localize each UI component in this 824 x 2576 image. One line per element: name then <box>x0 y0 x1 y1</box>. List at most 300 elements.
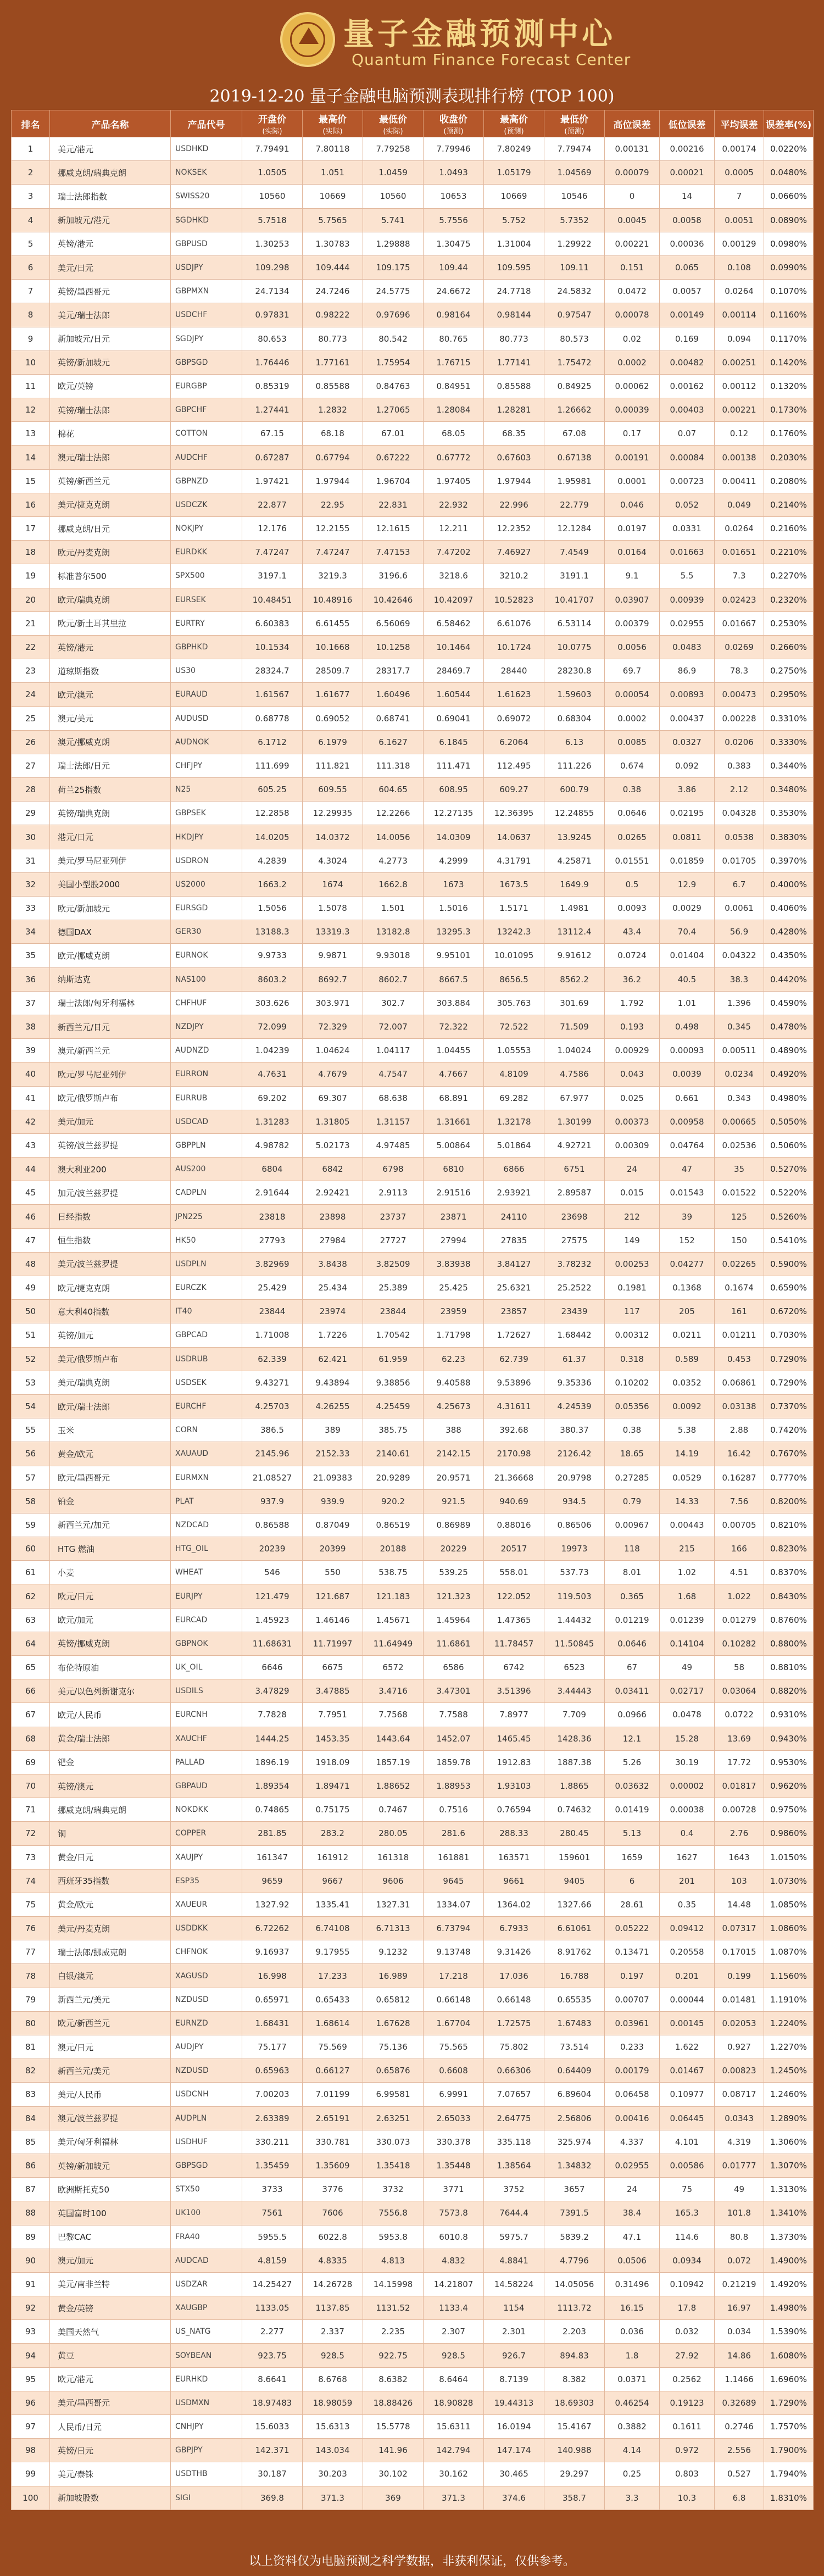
table-row <box>12 1964 814 1988</box>
table-cell: 29.297 <box>544 2462 605 2486</box>
table-cell: 0.00174 <box>715 137 764 161</box>
table-cell: 8.91762 <box>544 1940 605 1964</box>
table-cell: 美元/加元 <box>50 1110 171 1133</box>
table-cell: 20229 <box>424 1537 484 1561</box>
table-cell: XAUGBP <box>171 2296 242 2320</box>
table-cell: 0.0646 <box>605 802 660 825</box>
table-row <box>12 327 814 350</box>
table-cell: 0.0327 <box>660 730 715 754</box>
table-cell: 巴黎CAC <box>50 2225 171 2249</box>
table-cell: 305.763 <box>484 991 544 1015</box>
table-cell: 7.07657 <box>484 2083 544 2106</box>
table-cell: 0.17015 <box>715 1940 764 1964</box>
table-cell: 0.8200% <box>764 1489 814 1513</box>
table-cell: 0.674 <box>605 754 660 777</box>
table-cell: 1.59603 <box>544 683 605 706</box>
table-cell: 7.46927 <box>484 541 544 564</box>
table-cell: 9405 <box>544 1869 605 1893</box>
table-cell: 0.66306 <box>484 2059 544 2083</box>
table-cell: 30.102 <box>363 2462 424 2486</box>
table-cell: 6.13 <box>544 730 605 754</box>
table-cell: 4.2839 <box>242 849 303 872</box>
table-cell: 0.00079 <box>605 161 660 185</box>
column-header-label: 排名 <box>21 119 40 131</box>
table-cell: 0.092 <box>660 754 715 777</box>
table-cell: 美元/俄罗斯卢布 <box>50 1347 171 1371</box>
table-cell: 0.10942 <box>660 2272 715 2296</box>
table-cell: 0.05222 <box>605 1917 660 1940</box>
table-cell: 5.13 <box>605 1822 660 1845</box>
table-cell: 19 <box>12 564 50 588</box>
table-cell: 1.022 <box>715 1584 764 1608</box>
table-cell: 0.00149 <box>660 303 715 327</box>
table-cell: 1.04117 <box>363 1039 424 1062</box>
table-cell: 9.9871 <box>303 944 363 967</box>
table-cell: 0.66148 <box>424 1988 484 2011</box>
column-header-label: 低位误差 <box>668 119 706 131</box>
table-cell: 72.329 <box>303 1015 363 1038</box>
table-cell: 0.0057 <box>660 280 715 303</box>
table-cell: 14.0372 <box>303 825 363 849</box>
table-cell: 英镑/波兰兹罗提 <box>50 1133 171 1157</box>
table-cell: 6.60383 <box>242 611 303 635</box>
table-cell: 0.108 <box>715 255 764 279</box>
table-cell: 24.7134 <box>242 280 303 303</box>
table-cell: 3.47829 <box>242 1679 303 1703</box>
table-cell: USDPLN <box>171 1252 242 1276</box>
table-cell: 1.05179 <box>484 161 544 185</box>
table-cell: 0.02955 <box>660 611 715 635</box>
table-cell: 4.813 <box>363 2249 424 2272</box>
table-cell: 0.3882 <box>605 2415 660 2439</box>
table-cell: EURSGD <box>171 897 242 920</box>
column-header-label: 最低价 <box>379 114 407 125</box>
table-cell: AUS200 <box>171 1158 242 1181</box>
table-cell: GBPAUD <box>171 1774 242 1798</box>
table-cell: 75.802 <box>484 2035 544 2059</box>
table-cell: 6010.8 <box>424 2225 484 2249</box>
table-cell: 7644.4 <box>484 2201 544 2225</box>
table-cell: 玉米 <box>50 1418 171 1442</box>
table-row <box>12 1347 814 1371</box>
column-header <box>764 110 814 137</box>
table-cell: 1.97405 <box>424 469 484 493</box>
table-row <box>12 1394 814 1418</box>
table-cell: 0.0352 <box>660 1371 715 1394</box>
table-cell: USDCNH <box>171 2083 242 2106</box>
table-cell: 3.3 <box>605 2486 660 2510</box>
table-cell: 1444.25 <box>242 1727 303 1750</box>
table-cell: 瑞士法郎指数 <box>50 185 171 208</box>
table-cell: 1327.92 <box>242 1893 303 1916</box>
table-cell: 0.1674 <box>715 1276 764 1300</box>
table-cell: 1.2240% <box>764 2011 814 2035</box>
table-row <box>12 1869 814 1893</box>
table-cell: 0.4 <box>660 1822 715 1845</box>
table-cell: 0.199 <box>715 1964 764 1988</box>
table-cell: 1.7570% <box>764 2415 814 2439</box>
table-cell: 0.00131 <box>605 137 660 161</box>
table-cell: 0.0529 <box>660 1466 715 1489</box>
table-cell: 75.569 <box>303 2035 363 2059</box>
table-cell: 10560 <box>242 185 303 208</box>
table-cell: 17 <box>12 517 50 541</box>
table-cell: 荷兰25指数 <box>50 778 171 802</box>
table-cell: 1.0860% <box>764 1917 814 1940</box>
table-cell: 68.638 <box>363 1086 424 1110</box>
table-cell: 1.04455 <box>424 1039 484 1062</box>
table-cell: 6 <box>12 255 50 279</box>
table-cell: 0.65812 <box>363 1988 424 2011</box>
table-cell: 1.60496 <box>363 683 424 706</box>
table-cell: 0.00039 <box>605 398 660 422</box>
table-cell: XAUCHF <box>171 1727 242 1750</box>
table-cell: 550 <box>303 1561 363 1584</box>
table-cell: AUDNZD <box>171 1039 242 1062</box>
column-header <box>303 110 363 137</box>
table-cell: 16.788 <box>544 1964 605 1988</box>
table-cell: 0.00728 <box>715 1798 764 1822</box>
table-cell: 8667.5 <box>424 967 484 991</box>
table-cell: 23844 <box>363 1300 424 1323</box>
column-header <box>544 110 605 137</box>
table-cell: 0.00939 <box>660 588 715 611</box>
table-cell: 72.099 <box>242 1015 303 1038</box>
table-cell: 澳元/新西兰元 <box>50 1039 171 1062</box>
table-cell: EURRON <box>171 1062 242 1086</box>
table-cell: STX50 <box>171 2178 242 2201</box>
table-cell: 1.1560% <box>764 1964 814 1988</box>
table-cell: 0.67138 <box>544 446 605 469</box>
table-cell: 8.01 <box>605 1561 660 1584</box>
table-cell: 5.38 <box>660 1418 715 1442</box>
table-cell: 1.0730% <box>764 1869 814 1893</box>
table-cell: 1896.19 <box>242 1750 303 1774</box>
table-row <box>12 778 814 802</box>
table-cell: 0.10977 <box>660 2083 715 2106</box>
table-cell: 1.3130% <box>764 2178 814 2201</box>
table-cell: 0.32689 <box>715 2391 764 2414</box>
table-cell: 0.00707 <box>605 1988 660 2011</box>
table-cell: 14.25427 <box>242 2272 303 2296</box>
table-cell: EURJPY <box>171 1584 242 1608</box>
table-cell: 3219.3 <box>303 564 363 588</box>
table-cell: 欧元/人民币 <box>50 1703 171 1727</box>
table-cell: 15 <box>12 469 50 493</box>
table-cell: 98 <box>12 2439 50 2462</box>
table-cell: 0.2950% <box>764 683 814 706</box>
table-cell: 1.7290% <box>764 2391 814 2414</box>
table-cell: 84 <box>12 2106 50 2130</box>
table-cell: 1.88953 <box>424 1774 484 1798</box>
table-cell: 1.396 <box>715 991 764 1015</box>
table-cell: 6804 <box>242 1158 303 1181</box>
table-cell: 0.0646 <box>605 1632 660 1655</box>
table-cell: SGDJPY <box>171 327 242 350</box>
table-cell: 0.02265 <box>715 1252 764 1276</box>
table-cell: 1.0870% <box>764 1940 814 1964</box>
table-row <box>12 1798 814 1822</box>
table-cell: 21 <box>12 611 50 635</box>
table-cell: 0.00929 <box>605 1039 660 1062</box>
table-cell: 10546 <box>544 185 605 208</box>
table-cell: 黄豆 <box>50 2344 171 2367</box>
table-cell: 0.7370% <box>764 1394 814 1418</box>
table-cell: 1.29922 <box>544 232 605 255</box>
table-cell: 欧元/捷克克朗 <box>50 1276 171 1300</box>
table-cell: USDHKD <box>171 137 242 161</box>
table-cell: 6.53114 <box>544 611 605 635</box>
table-cell: 新加坡元/日元 <box>50 327 171 350</box>
table-cell: 56 <box>12 1442 50 1466</box>
table-cell: 欧元/新西兰元 <box>50 2011 171 2035</box>
table-cell: 1912.83 <box>484 1750 544 1774</box>
table-cell: 1.31283 <box>242 1110 303 1133</box>
table-row <box>12 1513 814 1537</box>
table-cell: 1.67483 <box>544 2011 605 2035</box>
table-cell: 日经指数 <box>50 1205 171 1228</box>
table-cell: 3.4716 <box>363 1679 424 1703</box>
table-cell: 9.31426 <box>484 1940 544 1964</box>
table-cell: 4.98782 <box>242 1133 303 1157</box>
table-cell: 5.5 <box>660 564 715 588</box>
table-cell: 0.8210% <box>764 1513 814 1537</box>
table-cell: 0.1611 <box>660 2415 715 2439</box>
table-row <box>12 161 814 185</box>
table-cell: 1.792 <box>605 991 660 1015</box>
table-cell: 6842 <box>303 1158 363 1181</box>
table-cell: 0.0722 <box>715 1703 764 1727</box>
table-cell: 122.052 <box>484 1584 544 1608</box>
table-cell: 美元/日元 <box>50 255 171 279</box>
table-cell: 61 <box>12 1561 50 1584</box>
table-cell: 109.298 <box>242 255 303 279</box>
table-cell: 13182.8 <box>363 920 424 944</box>
table-cell: 1.3730% <box>764 2225 814 2249</box>
table-cell: 0.0051 <box>715 208 764 232</box>
table-cell: 0.1730% <box>764 398 814 422</box>
table-cell: 18.69303 <box>544 2391 605 2414</box>
table-row <box>12 1893 814 1916</box>
table-cell: 美元/捷克克朗 <box>50 493 171 516</box>
table-cell: 5 <box>12 232 50 255</box>
table-cell: 109.44 <box>424 255 484 279</box>
table-cell: 0.69072 <box>484 706 544 730</box>
table-cell: 0.98144 <box>484 303 544 327</box>
table-cell: 45 <box>12 1181 50 1205</box>
table-cell: 121.183 <box>363 1584 424 1608</box>
table-cell: 0.0039 <box>660 1062 715 1086</box>
table-cell: EURSEK <box>171 588 242 611</box>
table-cell: 1.60544 <box>424 683 484 706</box>
table-cell: CNHJPY <box>171 2415 242 2439</box>
table-cell: 5.02173 <box>303 1133 363 1157</box>
table-cell: 163571 <box>484 1845 544 1869</box>
table-cell: 1.67704 <box>424 2011 484 2035</box>
table-row <box>12 1062 814 1086</box>
table-cell: 0.2210% <box>764 541 814 564</box>
table-cell: 0.6590% <box>764 1276 814 1300</box>
table-cell: 0.85319 <box>242 374 303 398</box>
table-cell: 0.0480% <box>764 161 814 185</box>
table-row <box>12 1608 814 1632</box>
table-cell: 0.0001 <box>605 469 660 493</box>
table-cell: 5.01864 <box>484 1133 544 1157</box>
table-cell: 28230.8 <box>544 659 605 683</box>
table-cell: 0.68741 <box>363 706 424 730</box>
table-cell: 22.877 <box>242 493 303 516</box>
table-cell: WHEAT <box>171 1561 242 1584</box>
table-cell: 0.02717 <box>660 1679 715 1703</box>
table-cell: UK100 <box>171 2201 242 2225</box>
table-cell: 37 <box>12 991 50 1015</box>
table-cell: 4.2773 <box>363 849 424 872</box>
table-cell: 101.8 <box>715 2201 764 2225</box>
table-cell: 2.301 <box>484 2320 544 2344</box>
table-cell: COPPER <box>171 1822 242 1845</box>
table-cell: 0.9430% <box>764 1727 814 1750</box>
table-cell: 欧元/日元 <box>50 1584 171 1608</box>
table-cell: 纳斯达克 <box>50 967 171 991</box>
table-cell: 68.18 <box>303 422 363 446</box>
table-cell: 18 <box>12 541 50 564</box>
table-cell: 0.0197 <box>605 517 660 541</box>
table-row <box>12 1537 814 1561</box>
table-cell: 10 <box>12 350 50 374</box>
table-cell: 1.68431 <box>242 2011 303 2035</box>
table-cell: 10.3 <box>660 2486 715 2510</box>
table-cell: 302.7 <box>363 991 424 1015</box>
table-cell: 1.68614 <box>303 2011 363 2035</box>
table-cell: 0.5220% <box>764 1181 814 1205</box>
table-cell: 0.00473 <box>715 683 764 706</box>
table-cell: 3.44443 <box>544 1679 605 1703</box>
table-cell: 0.0269 <box>715 635 764 659</box>
table-row <box>12 564 814 588</box>
table-row <box>12 2178 814 2201</box>
table-cell: 1.2270% <box>764 2035 814 2059</box>
table-cell: 600.79 <box>544 778 605 802</box>
table-cell: NOKJPY <box>171 517 242 541</box>
table-row <box>12 1418 814 1442</box>
table-cell: GBPSEK <box>171 802 242 825</box>
table-cell: 1.0150% <box>764 1845 814 1869</box>
table-cell: 6.2064 <box>484 730 544 754</box>
table-cell: 0.06861 <box>715 1371 764 1394</box>
table-cell: 1.5078 <box>303 897 363 920</box>
table-cell: 83 <box>12 2083 50 2106</box>
table-cell: 30.203 <box>303 2462 363 2486</box>
table-cell: 0.0264 <box>715 517 764 541</box>
table-cell: 7.4549 <box>544 541 605 564</box>
table-cell: 10.52823 <box>484 588 544 611</box>
table-cell: SGDHKD <box>171 208 242 232</box>
table-cell: 9.1232 <box>363 1940 424 1964</box>
column-header-sublabel: (实际) <box>383 127 403 136</box>
table-cell: EURMXN <box>171 1466 242 1489</box>
table-cell: 0.0061 <box>715 897 764 920</box>
table-cell: 1.0505 <box>242 161 303 185</box>
table-cell: 330.073 <box>363 2130 424 2154</box>
table-cell: 13112.4 <box>544 920 605 944</box>
table-cell: 11.68631 <box>242 1632 303 1655</box>
table-row <box>12 1466 814 1489</box>
table-cell: GBPPLN <box>171 1133 242 1157</box>
table-cell: EURNZD <box>171 2011 242 2035</box>
table-cell: 6.56069 <box>363 611 424 635</box>
table-cell: 301.69 <box>544 991 605 1015</box>
table-cell: 149 <box>605 1228 660 1252</box>
table-cell: 1.70542 <box>363 1323 424 1347</box>
table-cell: 10.1464 <box>424 635 484 659</box>
table-row <box>12 1703 814 1727</box>
table-cell: 0.9620% <box>764 1774 814 1798</box>
table-cell: 42 <box>12 1110 50 1133</box>
table-cell: 2.93921 <box>484 1181 544 1205</box>
table-cell: HK50 <box>171 1228 242 1252</box>
table-cell: 4.7679 <box>303 1062 363 1086</box>
table-cell: 20239 <box>242 1537 303 1561</box>
table-cell: 47 <box>12 1228 50 1252</box>
table-cell: 3733 <box>242 2178 303 2201</box>
table-cell: 0.46254 <box>605 2391 660 2414</box>
table-cell: 美国天然气 <box>50 2320 171 2344</box>
table-cell: 10.1534 <box>242 635 303 659</box>
table-cell: 1131.52 <box>363 2296 424 2320</box>
table-row <box>12 1632 814 1655</box>
table-cell: 0.7290% <box>764 1347 814 1371</box>
table-cell: 0.3310% <box>764 706 814 730</box>
table-row <box>12 2486 814 2510</box>
table-cell: 3771 <box>424 2178 484 2201</box>
table-cell: 0.036 <box>605 2320 660 2344</box>
table-cell: 4.97485 <box>363 1133 424 1157</box>
column-header-sublabel: (实际) <box>262 127 282 136</box>
table-cell: 1.4980% <box>764 2296 814 2320</box>
table-cell: CHFHUF <box>171 991 242 1015</box>
table-cell: 澳元/波兰兹罗提 <box>50 2106 171 2130</box>
table-cell: 美元/罗马尼亚列伊 <box>50 849 171 872</box>
table-cell: USDRUB <box>171 1347 242 1371</box>
table-cell: 0.05356 <box>605 1394 660 1418</box>
table-cell: 64 <box>12 1632 50 1655</box>
table-cell: 澳元/瑞士法郎 <box>50 446 171 469</box>
table-cell: 67.977 <box>544 1086 605 1110</box>
table-cell: 8.6641 <box>242 2367 303 2391</box>
table-cell: 21.09383 <box>303 1466 363 1489</box>
table-cell: 0.2562 <box>660 2367 715 2391</box>
table-cell: 0.365 <box>605 1584 660 1608</box>
table-cell: 937.9 <box>242 1489 303 1513</box>
table-cell: 2.76 <box>715 1822 764 1845</box>
table-cell: 49 <box>12 1276 50 1300</box>
table-cell: 0.453 <box>715 1347 764 1371</box>
table-cell: 0.3530% <box>764 802 814 825</box>
table-cell: 27 <box>12 754 50 777</box>
table-cell: 44 <box>12 1158 50 1181</box>
table-cell: 0.4350% <box>764 944 814 967</box>
table-cell: 5.741 <box>363 208 424 232</box>
table-cell: 24.7718 <box>484 280 544 303</box>
table-cell: 39 <box>660 1205 715 1228</box>
table-cell: 29 <box>12 802 50 825</box>
table-cell: 121.479 <box>242 1584 303 1608</box>
table-cell: 0.14104 <box>660 1632 715 1655</box>
table-cell: 22 <box>12 635 50 659</box>
table-cell: 73 <box>12 1845 50 1869</box>
table-cell: 92 <box>12 2296 50 2320</box>
table-cell: 7.47202 <box>424 541 484 564</box>
